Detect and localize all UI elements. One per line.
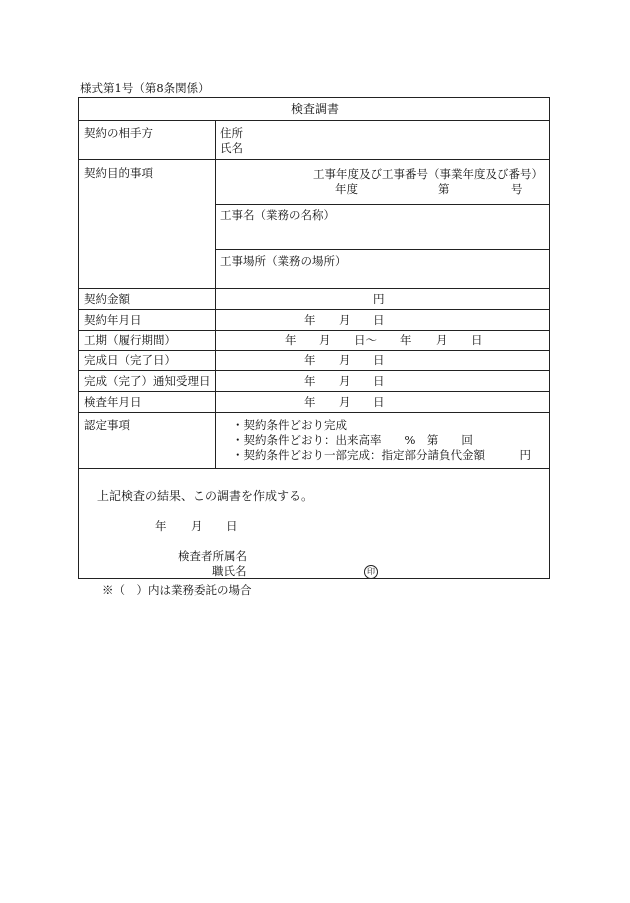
rule-contractdate-bottom	[78, 330, 550, 331]
rule-workname-bottom	[215, 249, 550, 250]
number-suffix: 号	[511, 182, 523, 196]
rule-purpose-bottom	[78, 288, 550, 289]
form-number: 様式第1号（第8条関係）	[80, 81, 210, 95]
seal-mark: 印	[364, 565, 378, 579]
rule-title-bottom	[78, 120, 550, 121]
statement-date-month: 月	[191, 519, 203, 533]
completion-date-day: 日	[373, 353, 385, 367]
fiscal-year-number-header: 工事年度及び工事番号（事業年度及び番号）	[313, 167, 543, 181]
purpose-label: 契約目的事項	[84, 166, 153, 180]
name-label: 氏名	[220, 141, 243, 155]
contract-date-year: 年	[304, 313, 316, 327]
inspection-date-day: 日	[373, 395, 385, 409]
counterparty-label: 契約の相手方	[84, 126, 153, 140]
period-start-month: 月	[319, 333, 331, 347]
certification-label: 認定事項	[84, 418, 130, 432]
period-end-year: 年	[400, 333, 412, 347]
notice-date-label: 完成（完了）通知受理日	[84, 374, 211, 388]
period-start-year: 年	[285, 333, 297, 347]
inspector-name-label: 職氏名	[212, 564, 247, 578]
rule-fiscal-bottom	[215, 204, 550, 205]
period-end-month: 月	[436, 333, 448, 347]
fiscal-year-unit: 年度	[335, 182, 358, 196]
completion-date-year: 年	[304, 353, 316, 367]
notice-date-year: 年	[304, 374, 316, 388]
rule-completion-bottom	[78, 370, 550, 371]
rule-certification-bottom	[78, 468, 550, 469]
amount-unit: 円	[373, 292, 385, 306]
rule-counterparty-bottom	[78, 159, 550, 160]
inspection-date-label: 検査年月日	[84, 395, 142, 409]
statement-date-day: 日	[226, 519, 238, 533]
footnote: ※（ ）内は業務委託の場合	[102, 583, 252, 597]
inspection-date-year: 年	[304, 395, 316, 409]
inspection-date-month: 月	[339, 395, 351, 409]
address-label: 住所	[220, 126, 243, 140]
period-label: 工期（履行期間）	[84, 333, 176, 347]
document-title: 検査調書	[291, 102, 340, 116]
certification-item-complete: ・契約条件どおり完成	[232, 418, 347, 432]
period-start-day: 日～	[354, 333, 377, 347]
notice-date-month: 月	[339, 374, 351, 388]
completion-date-label: 完成日（完了日）	[84, 353, 176, 367]
rule-amount-bottom	[78, 309, 550, 310]
amount-label: 契約金額	[84, 292, 130, 306]
completion-date-month: 月	[339, 353, 351, 367]
number-prefix: 第	[438, 182, 450, 196]
work-place-label: 工事場所（業務の場所）	[220, 254, 347, 268]
statement-date-year: 年	[155, 519, 167, 533]
statement-text: 上記検査の結果、この調書を作成する。	[97, 489, 314, 503]
contract-date-label: 契約年月日	[84, 313, 142, 327]
rule-period-bottom	[78, 350, 550, 351]
rule-notice-bottom	[78, 391, 550, 392]
inspector-affiliation-label: 検査者所属名	[178, 549, 247, 563]
contract-date-day: 日	[373, 313, 385, 327]
notice-date-day: 日	[373, 374, 385, 388]
period-end-day: 日	[471, 333, 483, 347]
certification-item-progress: ・契約条件どおり：出来高率 % 第 回	[232, 433, 473, 447]
certification-item-partial: ・契約条件どおり一部完成：指定部分請負代金額 円	[232, 448, 531, 462]
work-name-label: 工事名（業務の名称）	[220, 208, 335, 222]
rule-inspection-bottom	[78, 412, 550, 413]
column-divider	[215, 120, 216, 468]
contract-date-month: 月	[339, 313, 351, 327]
